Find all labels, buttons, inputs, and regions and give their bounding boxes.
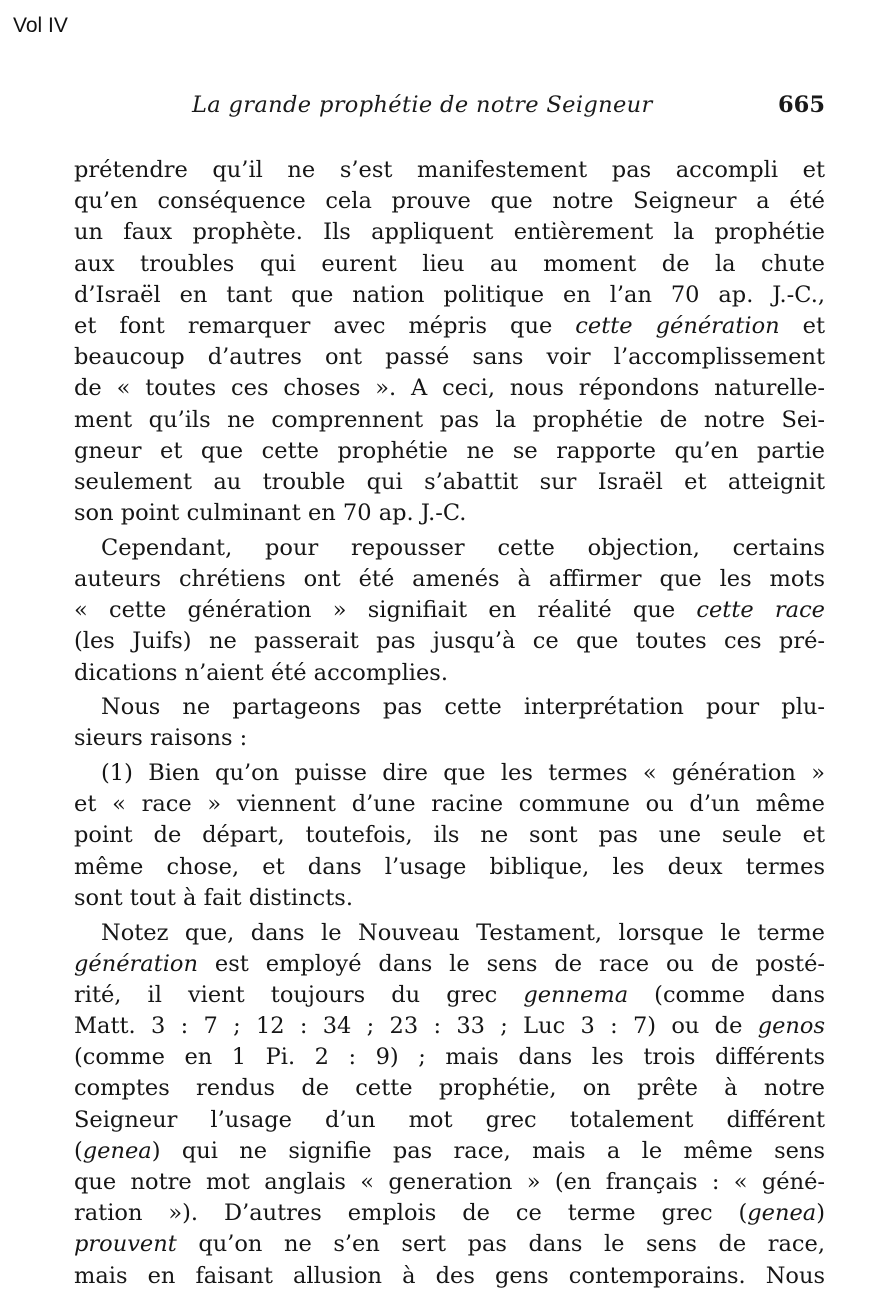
text-line [74,1136,825,1167]
text-run: prétendre qu’il ne s’est manifestement pas accompli et [74,157,825,183]
text-run: même chose, et dans l’usage biblique, les deux termes [74,853,825,880]
text-run: Matt. 3 : 7 ; 12 : 34 ; 23 : 33 ; Luc 3 : 7) ou de [74,1013,758,1040]
text-run: Cependant, pour repousser cette objection, certains [101,534,825,561]
text-run: Seigneur l’usage d’un mot grec totalement différent [74,1106,825,1133]
text-line [74,342,825,373]
body-text [74,155,825,1295]
italic-run: gennema [523,981,629,1008]
text-run: rité, il vient toujours du grec [74,981,524,1008]
paragraph [74,692,825,754]
volume-label: Vol IV [13,14,68,37]
text-line [74,311,825,342]
text-run: est employé dans le sens de race ou de posté- [197,950,825,977]
text-line [74,918,825,949]
text-line [74,1167,825,1198]
running-header [192,92,825,118]
text-line [74,1073,825,1104]
text-line [74,758,825,789]
text-line [74,852,825,883]
text-run: auteurs chrétiens ont été amenés à affirmer que les mots [74,565,825,592]
text-run: d’Israël en tant que nation politique en l’an 70 ap. J.-C., [74,281,825,308]
text-line [74,1105,825,1136]
text-run: de « toutes ces choses ». A ceci, nous répondons naturelle- [74,375,825,402]
text-line [74,533,825,564]
text-line [74,467,825,498]
text-run: ment qu’ils ne comprennent pas la prophétie de notre Sei- [74,406,825,433]
text-run: qu’on ne s’en sert pas dans le sens de race, [176,1231,825,1258]
text-line [74,980,825,1011]
text-run: point de départ, toutefois, ils ne sont pas une seule et [74,822,825,849]
italic-run: genos [757,1013,825,1040]
text-run: et [779,312,825,339]
text-line [74,949,825,980]
text-run: (comme dans [628,981,825,1008]
text-run: que notre mot anglais « generation » (en français : « géné- [74,1169,825,1195]
paragraph [74,918,825,1292]
text-line [74,436,825,467]
italic-run: cette race [696,597,825,624]
text-line [74,217,825,248]
text-line [74,723,825,754]
italic-run: genea [747,1200,817,1227]
text-run: ) qui ne signifie pas race, mais a le même sens [151,1137,825,1164]
text-line [74,405,825,436]
text-line [74,658,825,689]
text-line [74,1198,825,1229]
page-number: 665 [778,92,825,118]
text-line [74,1261,825,1292]
text-run: sieurs raisons : [74,725,248,752]
running-header-title: La grande prophétie de notre Seigneur [192,92,653,118]
text-line [74,626,825,657]
text-run: dications n’aient été accomplies. [74,659,448,686]
text-run: sont tout à fait distincts. [74,884,353,911]
text-run: (1) Bien qu’on puisse dire que les termes « génération » [101,760,825,787]
text-line [74,373,825,404]
paragraph [74,758,825,914]
text-line [74,280,825,311]
text-run: gneur et que cette prophétie ne se rapporte qu’en partie [74,437,825,464]
text-run: (les Juifs) ne passerait pas jusqu’à ce que toutes ces pré- [74,628,825,655]
text-line [74,155,825,186]
text-run: seulement au trouble qui s’abattit sur Israël et atteignit [74,468,825,495]
text-line [74,692,825,723]
text-run: (comme en 1 Pi. 2 : 9) ; mais dans les trois différents [74,1044,825,1071]
text-line [74,883,825,914]
text-line [74,564,825,595]
text-run: ) [816,1200,825,1227]
text-line [74,820,825,851]
paragraph [74,533,825,689]
text-run: comptes rendus de cette prophétie, on prête à notre [74,1075,825,1102]
text-run: son point culminant en 70 ap. J.-C. [74,500,467,527]
italic-run: prouvent [74,1231,177,1258]
text-run: « cette génération » signifiait en réalité que [74,597,697,624]
text-run: ration »). D’autres emplois de ce terme grec ( [74,1200,748,1227]
italic-run: cette génération [575,312,780,339]
text-line [74,498,825,529]
italic-run: genea [82,1137,152,1164]
text-line [74,186,825,217]
text-run: aux troubles qui eurent lieu au moment de la chute [74,250,825,277]
text-run: ( [74,1137,83,1164]
italic-run: génération [74,950,198,977]
text-line [74,789,825,820]
text-line [74,1229,825,1260]
text-line [74,595,825,626]
text-run: Nous ne partageons pas cette interprétation pour plu- [101,694,825,721]
text-line [74,1042,825,1073]
text-run: Notez que, dans le Nouveau Testament, lorsque le terme [101,919,825,946]
text-run: qu’en conséquence cela prouve que notre Seigneur a été [74,188,825,215]
text-run: mais en faisant allusion à des gens contemporains. Nous [74,1262,825,1289]
text-run: et « race » viennent d’une racine commune ou d’un même [74,791,825,818]
paragraph [74,155,825,529]
text-line [74,1011,825,1042]
text-run: beaucoup d’autres ont passé sans voir l’accomplissement [74,344,825,371]
text-run: un faux prophète. Ils appliquent entièrement la prophétie [74,219,825,246]
text-run: et font remarquer avec mépris que [74,312,576,339]
text-line [74,249,825,280]
